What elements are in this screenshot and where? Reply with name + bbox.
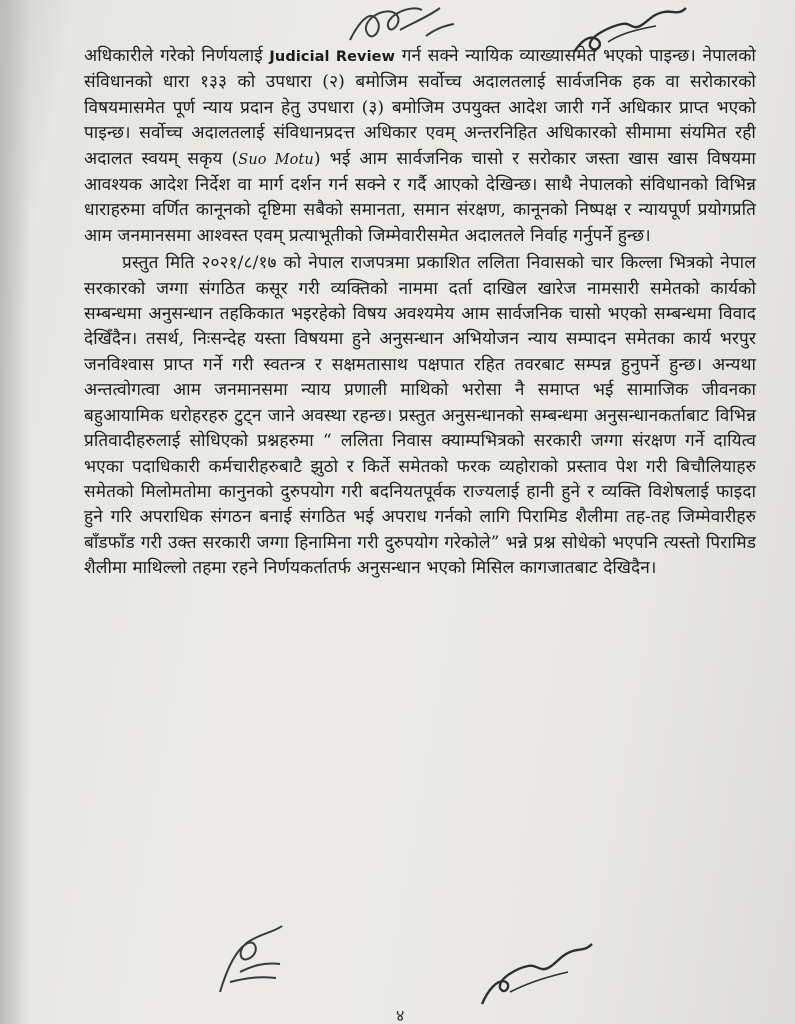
paragraph-1 — [84, 44, 756, 249]
signature-bottom-left — [200, 922, 310, 1002]
suo-motu-term: Suo Motu — [238, 151, 314, 168]
signature-bottom-right — [470, 930, 600, 1010]
paragraph-1-part-3: ) भई आम सार्वजनिक चासो र सरोकार जस्ता खास खास विषयमा आवश्यक आदेश निर्देश वा मार्ग दर्शन गर्न सक्ने र गर्दै आएको देखिन्छ। साथै नेपालको संविधानको विभिन्न धाराहरुमा वर्णित कानूनको दृष्टिमा सबैको समानता, समान संरक्षण, कानूनको निष्पक्ष र न्यायपूर्ण प्रयोगप्रति आम जनमानसमा आश्वस्त एवम् प्रत्याभूतीको जिम्मेवारीसमेत अदालतले निर्वाह गर्नुपर्ने हुन्छ। — [84, 148, 756, 246]
page-fold-shadow — [0, 0, 30, 1024]
paragraph-2: प्रस्तुत मिति २०२१/८/१७ को नेपाल राजपत्रमा प्रकाशित ललिता निवासको चार किल्ला भित्रको नेपाल सरकारको जग्गा संगठित कसूर गरी व्यक्तिको नाममा दर्ता दाखिल खारेज नामसारी समेतको कार्यको सम्बन्धमा अनुसन्धान तहकिकात भइरहेको विषय अवश्यमेय आम सार्वजनिक चासो भएको सम्बन्धमा विवाद देखिँदैन। तसर्थ, निःसन्देह यस्ता विषयमा हुने अनुसन्धान अभियोजन न्याय सम्पादन समेतका कार्य भरपुर जनविश्वास प्राप्त गर्ने गरी स्वतन्त्र र सक्षमतासाथ पक्षपात रहित तवरबाट सम्पन्न हुनुपर्ने हुन्छ। अन्यथा अन्तत्वोगत्वा आम जनमानसमा न्याय प्रणाली माथिको भरोसा नै समाप्त भई सामाजिक जीवनका बहुआयामिक धरोहरहरु टुट्न जाने अवस्था रहन्छ। प्रस्तुत अनुसन्धानको सम्बन्धमा अनुसन्धानकर्ताबाट विभिन्न प्रतिवादीहरुलाई सोधिएको प्रश्नहरुमा “ ललिता निवास क्याम्पभित्रको सरकारी जग्गा संरक्षण गर्ने दायित्व भएका पदाधिकारी कर्मचारीहरुबाटै झुठो र किर्ते समेतको फरक व्यहोराको प्रस्ताव पेश गरी बिचौलियाहरु समेतको मिलोमतोमा कानुनको दुरुपयोग गरी बदनियतपूर्वक राज्यलाई हानी हुने र व्यक्ति विशेषलाई फाइदा हुने गरि अपराधिक संगठन बनाई संगठित भई अपराध गर्नको लागि पिरामिड शैलीमा तह-तह जिम्मेवारीहरु बाँडफाँड गरी उक्त सरकारी जग्गा हिनामिना गरी दुरुपयोग गरेकोले” भन्ने प्रश्न सोधेको भएपनि त्यस्तो पिरामिड शैलीमा माथिल्लो तहमा रहने निर्णयकर्तातर्फ अनुसन्धान भएको मिसिल कागजातबाट देखिदैन। — [84, 253, 756, 579]
page-number: ४ — [396, 1006, 405, 1024]
judicial-review-term: Judicial Review — [269, 49, 396, 65]
document-body — [84, 44, 756, 582]
paragraph-1-part-2: गर्न सक्ने न्यायिक व्याख्यासमेत भएको पाइन्छ। नेपालको संविधानको धारा १३३ को उपधारा (२) बमोजिम सर्वोच्च अदालतलाई सार्वजनिक हक वा सरोकारको विषयमासमेत पूर्ण न्याय प्रदान हेतु उपधारा (३) बमोजिम उपयुक्त आदेश जारी गर्ने अधिकार प्राप्त भएको पाइन्छ। सर्वोच्च अदालतलाई संविधानप्रदत्त अधिकार एवम् अन्तरनिहित अधिकारको सीमामा संयमित रही अदालत स्वयम् सकृय ( — [84, 46, 756, 169]
paragraph-1-part-1: अधिकारीले गरेको निर्णयलाई — [84, 46, 270, 66]
